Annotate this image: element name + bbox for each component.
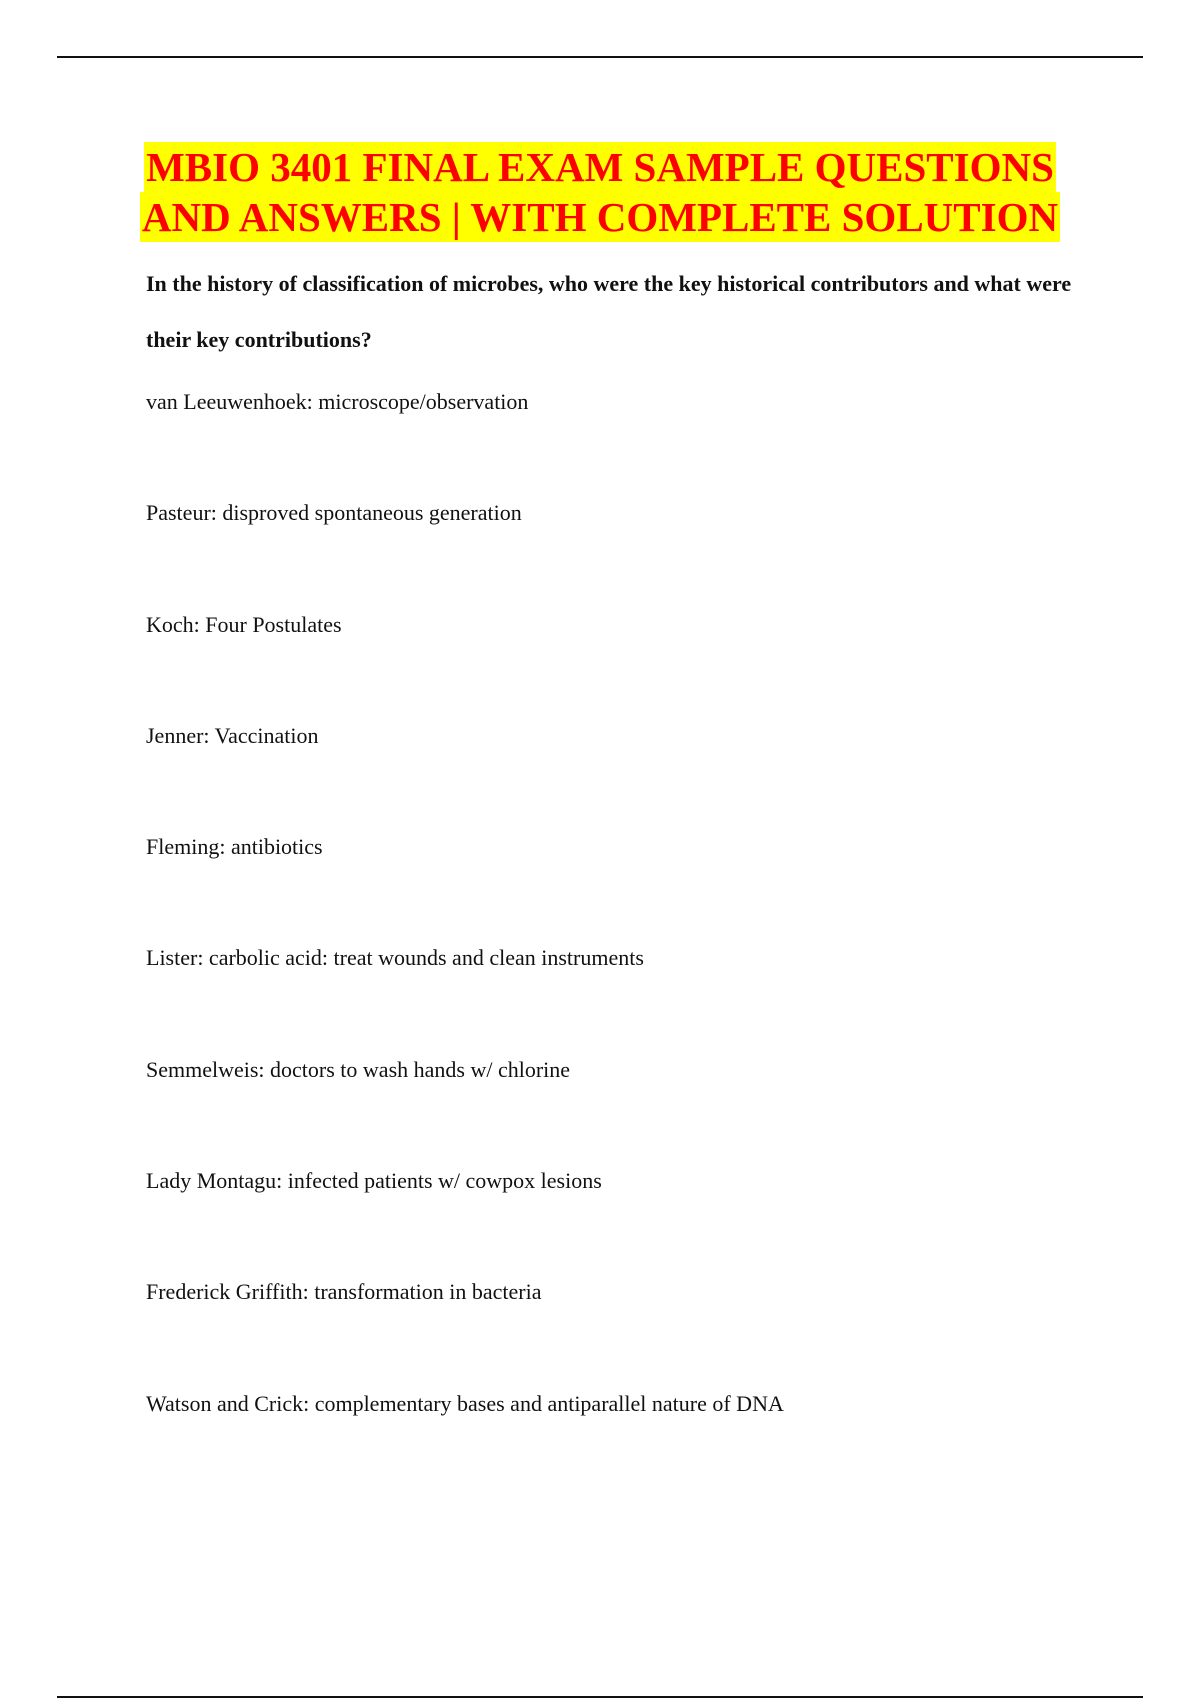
answer-item: Lister: carbolic acid: treat wounds and clean instruments (146, 945, 644, 971)
answer-item: Watson and Crick: complementary bases and antiparallel nature of DNA (146, 1390, 784, 1416)
answer-item: Koch: Four Postulates (146, 611, 342, 637)
answer-item: Frederick Griffith: transformation in bacteria (146, 1279, 542, 1305)
answer-item: Fleming: antibiotics (146, 834, 323, 860)
answer-list (146, 387, 1106, 1500)
title-line-1: MBIO 3401 FINAL EXAM SAMPLE QUESTIONS (146, 144, 1054, 190)
answer-item: Semmelweis: doctors to wash hands w/ chlorine (146, 1056, 571, 1082)
answer-item: van Leeuwenhoek: microscope/observation (146, 389, 529, 414)
title-line-2: AND ANSWERS | WITH COMPLETE SOLUTION (141, 194, 1059, 240)
question-text: In the history of classification of microbes, who were the key historical contributors and what were their key contributions? (146, 271, 1072, 352)
answer-item: Pasteur: disproved spontaneous generation (146, 500, 522, 526)
document-title (0, 142, 1200, 242)
answer-item: Lady Montagu: infected patients w/ cowpox lesions (146, 1168, 602, 1194)
footer-rule (57, 1696, 1143, 1698)
header-rule (57, 56, 1143, 58)
answer-item: Jenner: Vaccination (146, 722, 319, 748)
